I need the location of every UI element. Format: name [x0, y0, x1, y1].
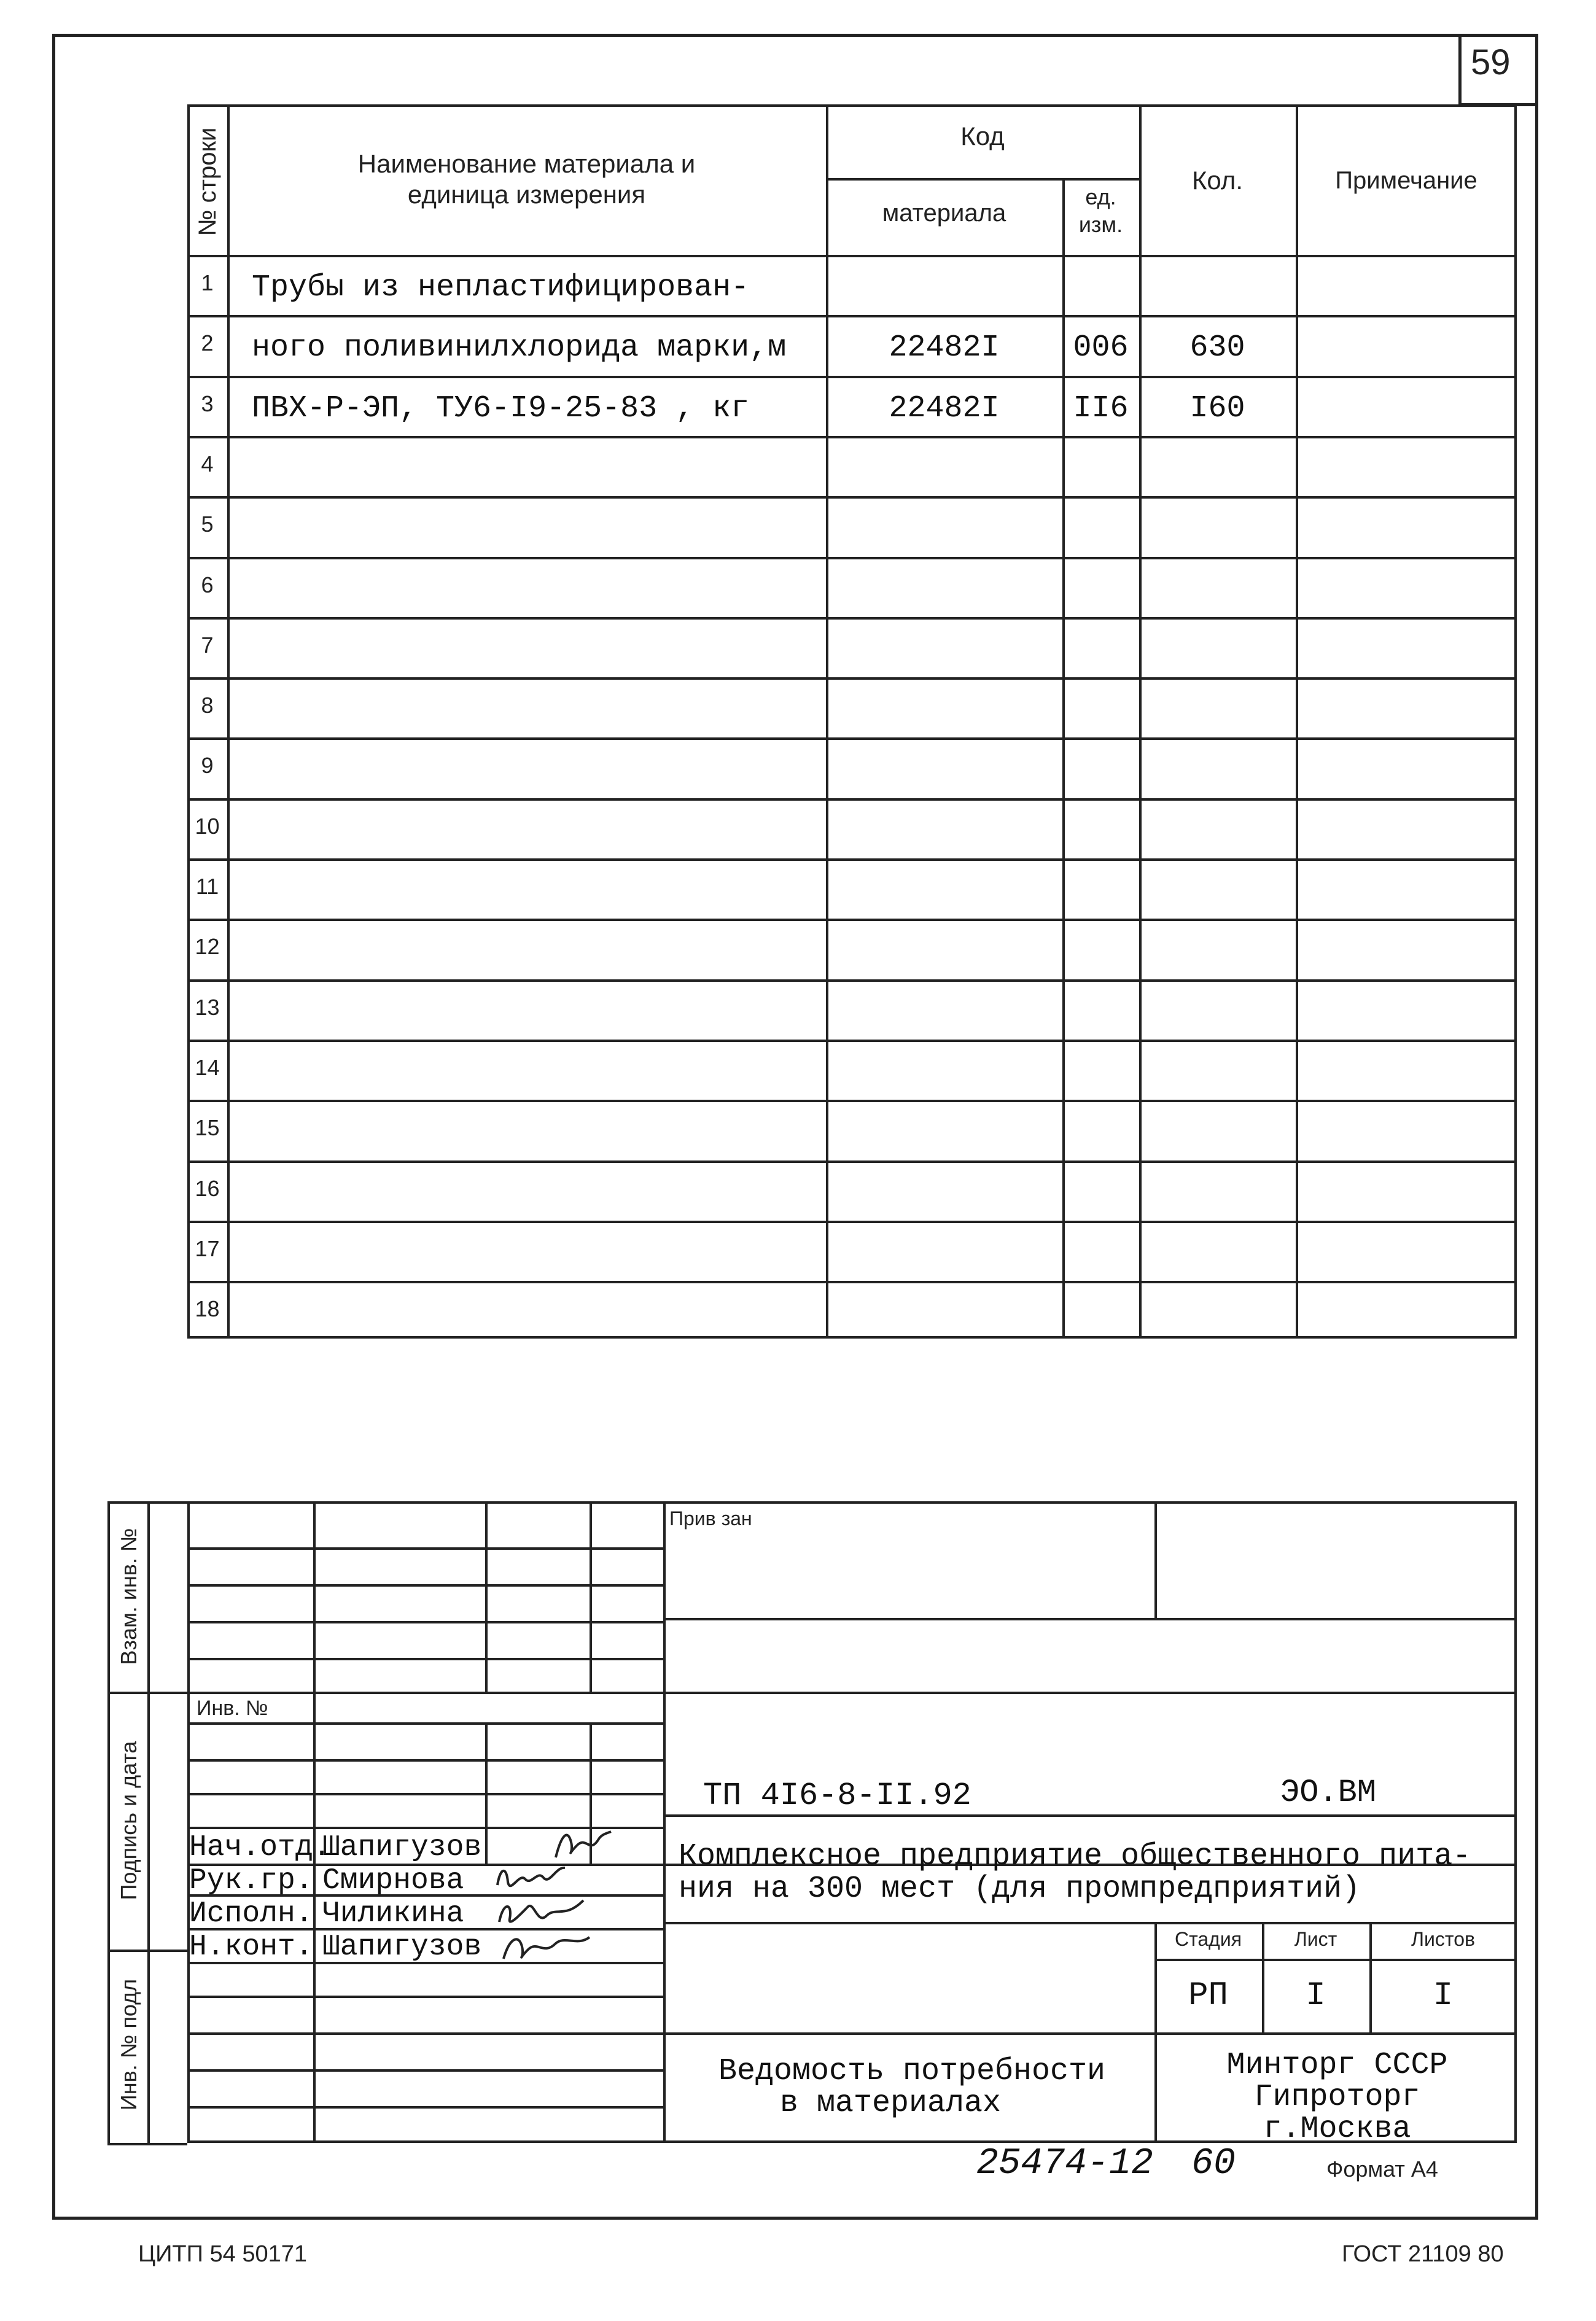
org-line1: Минторг СССР: [1226, 2048, 1448, 2083]
row-number: 18: [195, 1296, 220, 1322]
row-number: 8: [201, 693, 214, 718]
privyazan-divider: [1154, 1501, 1157, 1618]
row-material-code: 22482I: [889, 330, 1000, 366]
row-material-code: 22482I: [889, 391, 1000, 426]
role-title: Нач.отд.: [189, 1831, 331, 1864]
row-number: 4: [201, 451, 214, 476]
row-number: 14: [195, 1054, 220, 1080]
row-unit-code: II6: [1073, 391, 1129, 426]
side-strip-right: [147, 1501, 150, 2143]
side-label-inv: Инв. № подл: [116, 1978, 141, 2111]
doc-code: ТП 4I6-8-II.92: [703, 1778, 971, 1814]
sheet-title-line2: в материалах: [780, 2086, 1002, 2121]
title-line2: ния на 300 мест (для промпредприятий): [679, 1872, 1361, 1907]
signature-3-icon: [494, 1894, 586, 1931]
footer-gost: ГОСТ 21109 80: [1342, 2241, 1504, 2267]
side-label-podpis: Подпись и дата: [116, 1741, 141, 1900]
privyazan-bottom: [663, 1618, 1517, 1620]
row-material-name: Трубы из непластифицирован-: [252, 270, 750, 305]
role-person-name: Смирнова: [322, 1864, 464, 1897]
row-number: 5: [201, 511, 214, 537]
role-title: Рук.гр.: [189, 1864, 313, 1897]
stage-header-bottom: [1154, 1959, 1517, 1961]
header-bottom-line: [187, 255, 1517, 257]
code-subheader-line: [826, 178, 1139, 181]
row-number-header: № строки: [194, 127, 221, 236]
sig-col-2: [485, 1501, 488, 1692]
unit-header-line2: изм.: [1078, 212, 1123, 237]
sig-row-7: [187, 1759, 663, 1762]
unit-header-line1: ед.: [1085, 184, 1116, 209]
table-row-line: [187, 1281, 1517, 1283]
row-number: 3: [201, 391, 214, 416]
table-row-line: [187, 677, 1517, 680]
row-number: 10: [195, 813, 220, 839]
sig-row-8: [187, 1793, 663, 1795]
table-row-line: [187, 315, 1517, 317]
row-number: 7: [201, 632, 214, 658]
row-unit-code: 006: [1073, 330, 1129, 366]
role-person-name: Шапигузов: [322, 1831, 482, 1864]
row-number: 12: [195, 934, 220, 960]
table-row-line: [187, 1160, 1517, 1163]
org-line3: г.Москва: [1263, 2112, 1411, 2147]
format-label: Формат А4: [1326, 2156, 1438, 2182]
divider-unit: [1139, 104, 1142, 1339]
sheet-label: Лист: [1294, 1928, 1337, 1950]
sig-row-2: [187, 1584, 663, 1587]
doc-code-bottom: [663, 1814, 1517, 1817]
sig-row-4: [187, 1658, 663, 1660]
inventory-number: 25474-12: [976, 2143, 1154, 2185]
stage-label: Стадия: [1174, 1928, 1242, 1950]
name-header-line2: единица измерения: [407, 180, 646, 209]
divider-name: [826, 104, 828, 1339]
role-person-name: Чиликина: [322, 1897, 464, 1930]
sig-col-3: [590, 1501, 592, 1692]
row-quantity: 630: [1189, 330, 1245, 366]
divider-qty: [1296, 104, 1298, 1339]
table-row-line: [187, 1040, 1517, 1042]
sig-row-15: [187, 2032, 1517, 2035]
qty-header: Кол.: [1191, 166, 1244, 195]
code-header: Код: [960, 122, 1005, 150]
row-number: 2: [201, 330, 214, 356]
row-material-name: ного поливинилхлорида марки,м: [252, 330, 787, 366]
sheet-title-line1: Ведомость потребности: [718, 2054, 1106, 2089]
table-row-line: [187, 376, 1517, 378]
divider-rowno: [227, 104, 230, 1339]
stage-value: РП: [1188, 1977, 1228, 2015]
inv-no-label: Инв. №: [197, 1697, 268, 1720]
note-header: Примечание: [1335, 167, 1477, 194]
sig-row-5: [187, 1692, 1517, 1694]
sheets-value: I: [1433, 1977, 1454, 2015]
table-row-line: [187, 798, 1517, 801]
stage-left: [1154, 1922, 1157, 2143]
table-row-line: [187, 617, 1517, 620]
material-code-header: материала: [882, 200, 1006, 227]
row-number: 9: [201, 753, 214, 779]
role-title: Н.конт.: [189, 1930, 313, 1964]
side-strip-bottom: [107, 2143, 187, 2145]
table-row-line: [187, 737, 1517, 740]
table-row-line: [187, 496, 1517, 499]
signature-1-icon: [553, 1827, 614, 1864]
table-row-line: [187, 1100, 1517, 1102]
row-number: 17: [195, 1235, 220, 1261]
footer-left-code: ЦИТП 54 50171: [138, 2241, 307, 2267]
sig-col-4: [663, 1501, 666, 2143]
row-number: 13: [195, 994, 220, 1020]
title-line1: Комплексное предприятие общественного пита-: [679, 1839, 1471, 1874]
stage-top: [663, 1922, 1517, 1924]
row-number: 11: [195, 874, 219, 899]
sheets-label: Листов: [1411, 1928, 1475, 1950]
page-number: 59: [1471, 42, 1511, 82]
row-number: 16: [195, 1175, 220, 1201]
footer-page-number: 60: [1191, 2143, 1236, 2185]
org-line2: Гипроторг: [1254, 2080, 1420, 2115]
sheet-value: I: [1306, 1977, 1326, 2015]
signature-4-icon: [500, 1928, 593, 1965]
sig-row-1: [187, 1547, 663, 1550]
sig-row-6: [187, 1722, 663, 1725]
doc-mark: ЭО.ВМ: [1280, 1775, 1377, 1811]
signature-2-icon: [494, 1860, 568, 1897]
side-strip-left: [107, 1501, 110, 2143]
privyazan-label: Прив зан: [669, 1507, 752, 1530]
table-row-line: [187, 919, 1517, 921]
row-quantity: I60: [1189, 391, 1245, 426]
row-number: 6: [201, 572, 214, 597]
role-title: Исполн.: [189, 1897, 313, 1930]
side-label-vzam: Взам. инв. №: [116, 1528, 141, 1665]
name-header-line1: Наименование материала и: [357, 149, 696, 178]
sig-row-3: [187, 1621, 663, 1623]
table-row-line: [187, 858, 1517, 861]
sig-col-1: [313, 1501, 316, 2143]
row-material-name: ПВХ-Р-ЭП, ТУ6-I9-25-83 , кг: [252, 391, 750, 426]
row-number: 1: [201, 270, 214, 295]
row-number: 15: [195, 1115, 220, 1141]
title-block: [187, 1501, 1517, 2143]
table-row-line: [187, 436, 1517, 438]
table-row-line: [187, 1221, 1517, 1223]
table-row-line: [187, 979, 1517, 982]
sig-row-14: [187, 1996, 663, 1998]
role-person-name: Шапигузов: [322, 1930, 482, 1964]
sig-row-17: [187, 2106, 663, 2109]
sig-row-16: [187, 2069, 663, 2072]
table-row-line: [187, 557, 1517, 559]
